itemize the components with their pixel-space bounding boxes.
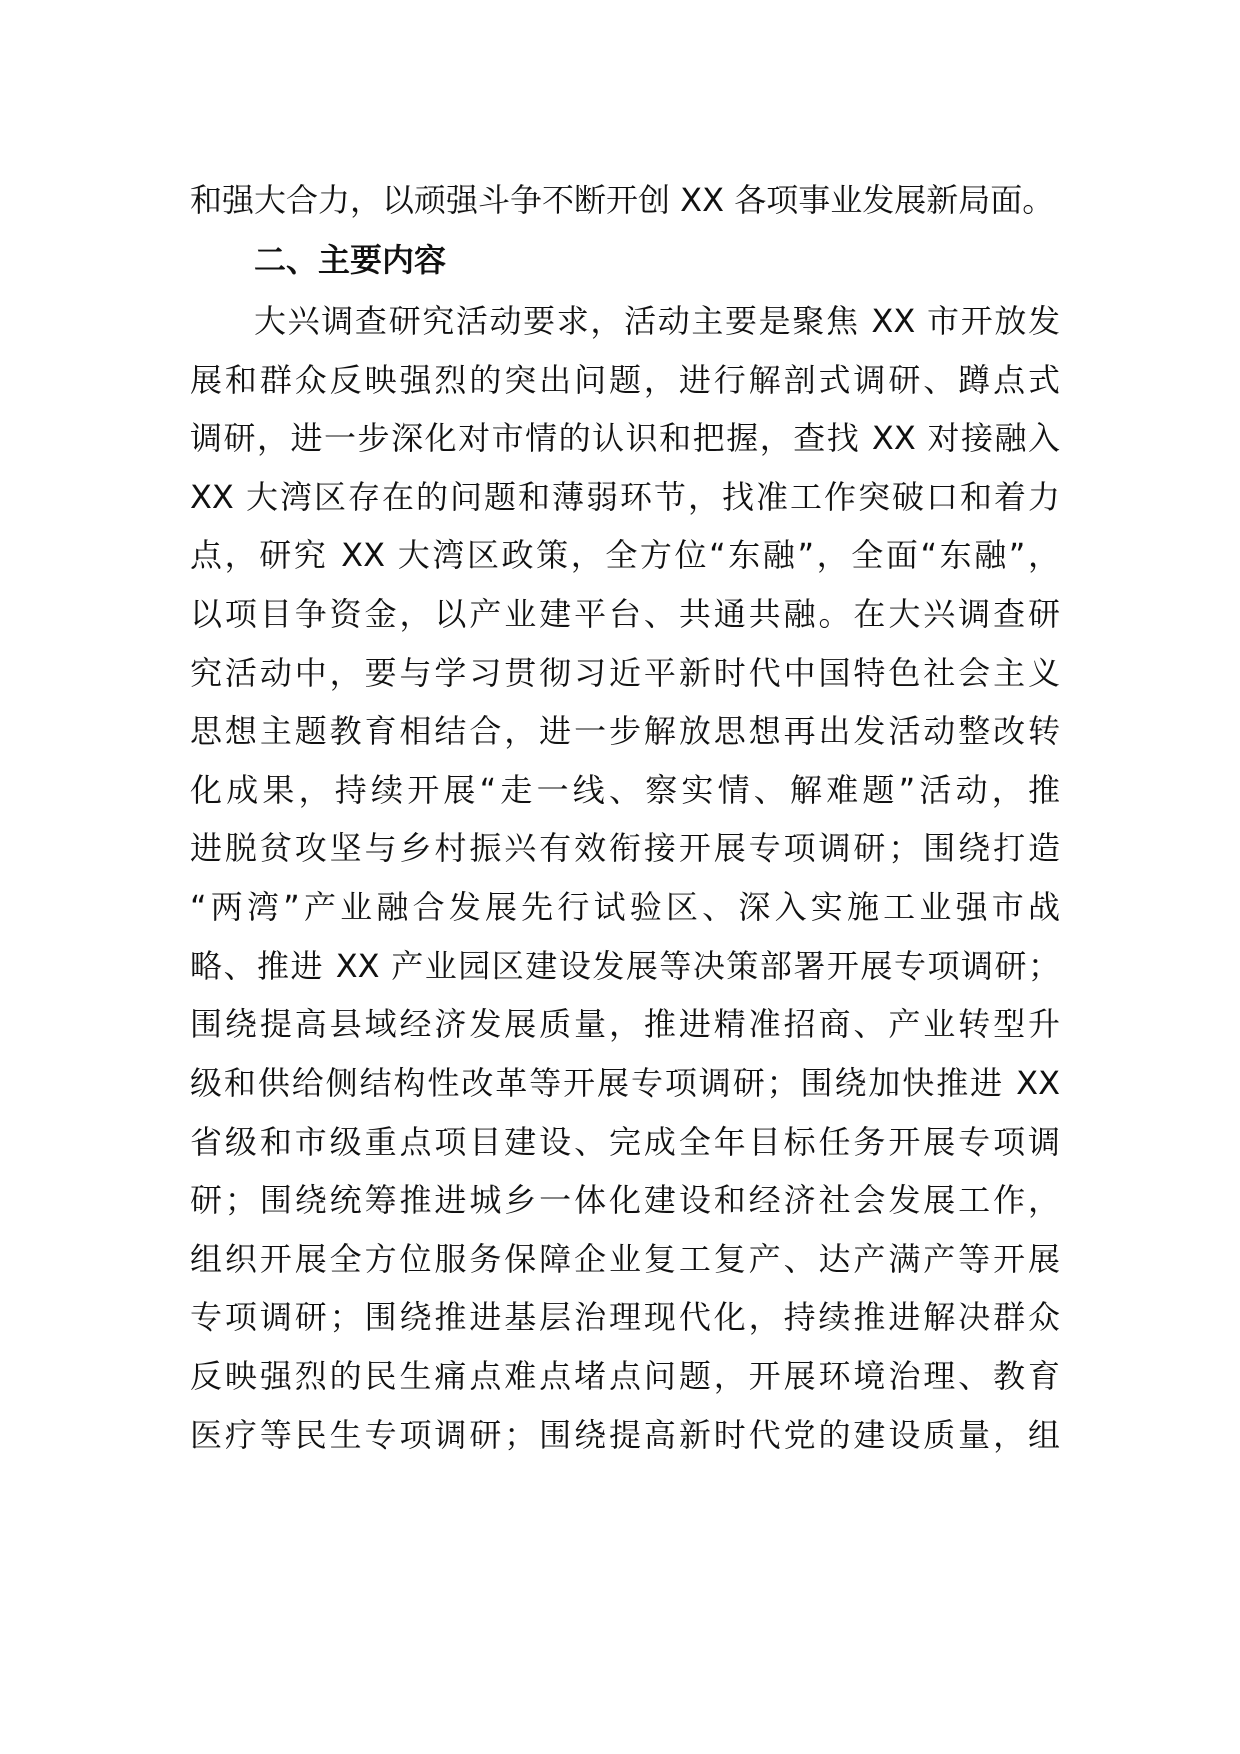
paragraph-line-5: 调研，进一步深化对市情的认识和把握，查找 XX 对接融入 (190, 419, 1060, 457)
paragraph-line-4: 展和群众反映强烈的突出问题，进行解剖式调研、蹲点式 (190, 361, 1060, 399)
paragraph-line-3: 大兴调查研究活动要求，活动主要是聚焦 XX 市开放发 (254, 302, 1060, 340)
paragraph-line-11: 化成果，持续开展“走一线、察实情、解难题”活动，推 (190, 771, 1060, 809)
paragraph-line-14: 略、推进 XX 产业园区建设发展等决策部署开展专项调研； (190, 947, 1060, 985)
paragraph-line-18: 研；围绕统筹推进城乡一体化建设和经济社会发展工作， (190, 1181, 1060, 1219)
paragraph-line-19: 组织开展全方位服务保障企业复工复产、达产满产等开展 (190, 1240, 1060, 1278)
paragraph-line-13: “两湾”产业融合发展先行试验区、深入实施工业强市战 (190, 888, 1060, 926)
paragraph-line-22: 医疗等民生专项调研；围绕提高新时代党的建设质量，组 (190, 1416, 1060, 1454)
paragraph-line-8: 以项目争资金，以产业建平台、共通共融。在大兴调查研 (190, 595, 1060, 633)
paragraph-line-16: 级和供给侧结构性改革等开展专项调研；围绕加快推进 XX (190, 1064, 1060, 1102)
paragraph-line-10: 思想主题教育相结合，进一步解放思想再出发活动整改转 (190, 712, 1060, 750)
paragraph-line-7: 点，研究 XX 大湾区政策，全方位“东融”，全面“东融”， (190, 536, 1060, 574)
paragraph-line-15: 围绕提高县域经济发展质量，推进精准招商、产业转型升 (190, 1005, 1060, 1043)
paragraph-line-20: 专项调研；围绕推进基层治理现代化，持续推进解决群众 (190, 1298, 1060, 1336)
paragraph-line-1: 和强大合力，以顽强斗争不断开创 XX 各项事业发展新局面。 (190, 181, 1055, 219)
paragraph-line-6: XX 大湾区存在的问题和薄弱环节，找准工作突破口和着力 (190, 478, 1060, 516)
section-heading: 二、主要内容 (254, 241, 447, 279)
paragraph-line-17: 省级和市级重点项目建设、完成全年目标任务开展专项调 (190, 1123, 1060, 1161)
paragraph-line-12: 进脱贫攻坚与乡村振兴有效衔接开展专项调研；围绕打造 (190, 829, 1060, 867)
paragraph-line-9: 究活动中，要与学习贯彻习近平新时代中国特色社会主义 (190, 654, 1060, 692)
paragraph-line-21: 反映强烈的民生痛点难点堵点问题，开展环境治理、教育 (190, 1357, 1060, 1395)
